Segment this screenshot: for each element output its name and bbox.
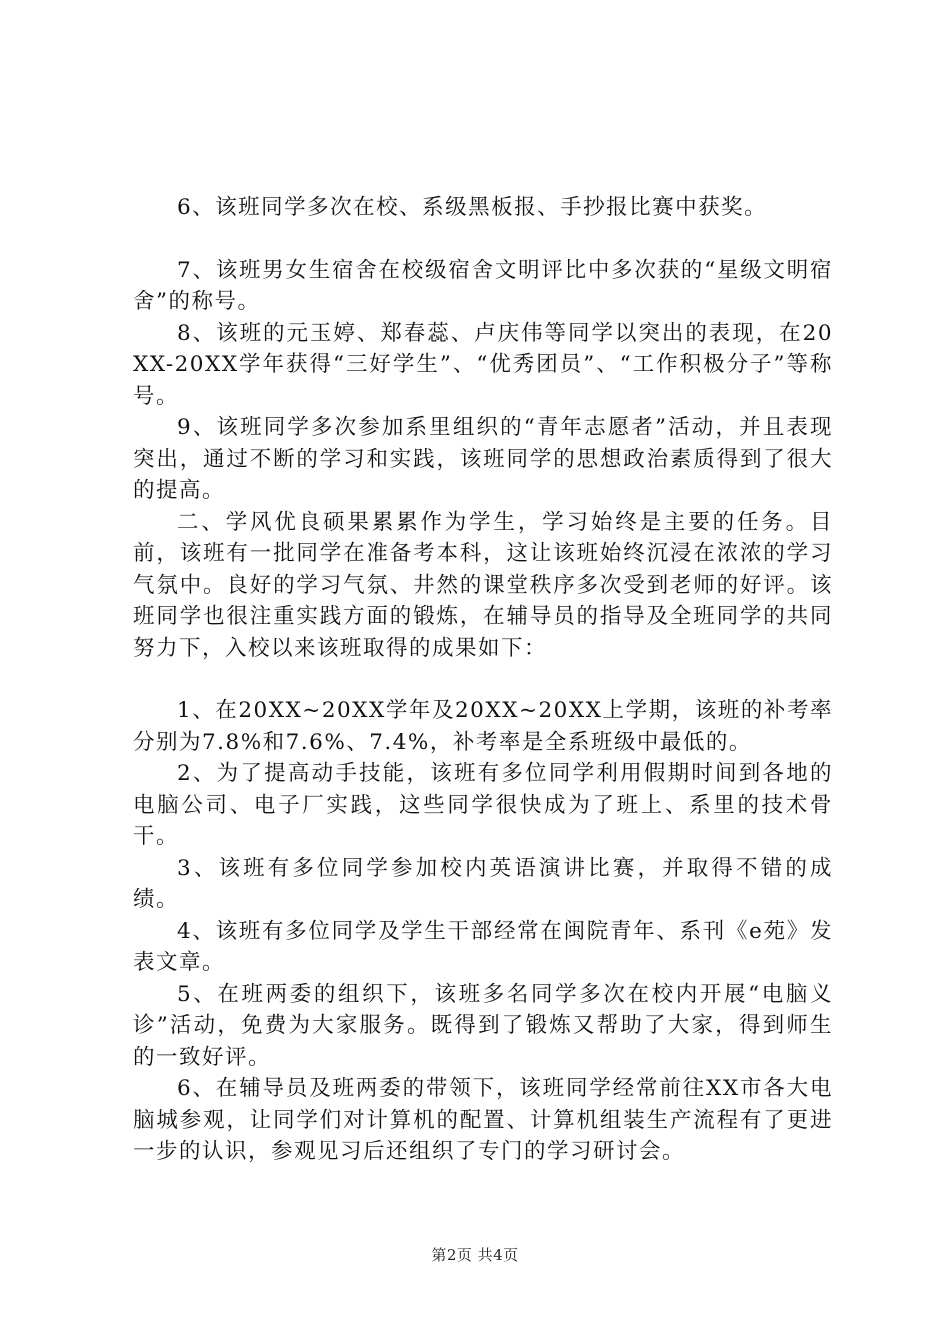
- paragraph-section-2-study: 二、学风优良硕果累累作为学生，学习始终是主要的任务。目前，该班有一批同学在准备考本科，这让该班始终沉浸在浓浓的学习气氛中。良好的学习气氛、井然的课堂秩序多次受到老师的好评。该班同学也很注重实践方面的锻炼，在辅导员的指导及全班同学的共同努力下，入校以来该班取得的成果如下：: [133, 509, 833, 661]
- paragraph-item-9-volunteer: 9、该班同学多次参加系里组织的“青年志愿者”活动，并且表现突出，通过不断的学习和实践，该班同学的思想政治素质得到了很大的提高。: [133, 415, 833, 503]
- paragraph-result-3-english: 3、该班有多位同学参加校内英语演讲比赛，并取得不错的成绩。: [133, 855, 833, 912]
- paragraph-result-1-makeup-rate: 1、在20XX~20XX学年及20XX~20XX上学期，该班的补考率分别为7.8%和7.6%、7.4%，补考率是全系班级中最低的。: [133, 698, 833, 755]
- paragraph-result-4-articles: 4、该班有多位同学及学生干部经常在闽院青年、系刊《e苑》发表文章。: [133, 918, 833, 975]
- document-body: [133, 192, 833, 1168]
- paragraph-item-6-blackboard: 6、该班同学多次在校、系级黑板报、手抄报比赛中获奖。: [177, 195, 768, 220]
- paragraph-result-6-visit: 6、在辅导员及班两委的带领下，该班同学经常前往XX市各大电脑城参观，让同学们对计算机的配置、计算机组装生产流程有了更进一步的认识，参观见习后还组织了专门的学习研讨会。: [133, 1076, 833, 1164]
- paragraph-result-5-computer-clinic: 5、在班两委的组织下，该班多名同学多次在校内开展“电脑义诊”活动，免费为大家服务。既得到了锻炼又帮助了大家，得到师生的一致好评。: [133, 981, 833, 1070]
- paragraph-item-8-honors: 8、该班的元玉婷、郑春蕊、卢庆伟等同学以突出的表现，在20XX-20XX学年获得“三好学生”、“优秀团员”、“工作积极分子”等称号。: [133, 320, 833, 409]
- paragraph-result-2-practice: 2、为了提高动手技能，该班有多位同学利用假期时间到各地的电脑公司、电子厂实践，这些同学很快成为了班上、系里的技术骨干。: [133, 761, 833, 849]
- paragraph-item-7-dormitory: 7、该班男女生宿舍在校级宿舍文明评比中多次获的“星级文明宿舍”的称号。: [133, 257, 833, 314]
- page-number-footer: 第2页 共4页: [431, 1246, 519, 1264]
